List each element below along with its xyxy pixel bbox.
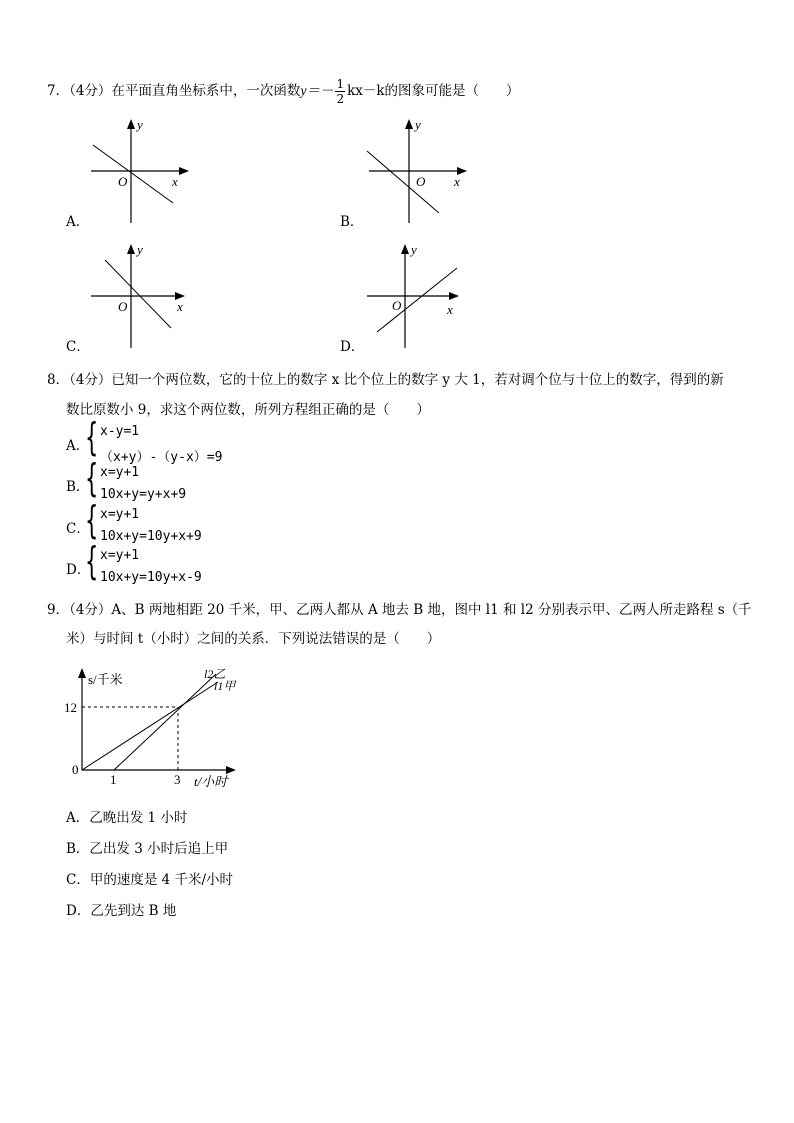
q8-option-b-label: B． [66,479,90,495]
q8-option-b-eq2: 10x+y=y+x+9 [100,487,187,502]
q9-option-c: C．甲的速度是 4 千米/小时 [66,872,234,888]
q9-option-d: D．乙先到达 B 地 [66,903,177,919]
q7c-x-label: x [177,299,183,314]
q8-option-c-brace: { [85,498,99,542]
q7-option-c-label: C． [66,339,90,355]
q8-option-d-eq1: x=y+1 [100,548,140,563]
q7-y-eq: y＝－ [300,83,334,98]
q7-frac-num: 1 [336,77,345,91]
q7c-y-label: y [137,242,143,257]
q8-option-a-eq1: x-y=1 [100,424,140,439]
q8-option-a-eq2: （x+y）-（y-x）=9 [100,450,223,465]
q9-l2-label: l2乙 [204,667,226,681]
q8-stem-line1: 8．（4分）已知一个两位数，它的十位上的数字 x 比个位上的数字 y 大 1，若对调个位与十位上的数字，得到的新 [47,372,724,388]
q7a-origin: O [118,174,128,189]
q9-option-b: B．乙出发 3 小时后追上甲 [66,841,229,857]
q7d-y-label: y [411,242,417,257]
q9-y-tick-12: 12 [64,700,77,715]
q9-graph [60,650,250,790]
q7-option-d-label: D． [340,339,365,355]
q7d-x-label: x [447,302,453,317]
q7-graph-b [363,115,473,225]
q9-x-tick-3: 3 [174,772,181,787]
q7d-origin: O [392,298,402,313]
q9-x-axis-label: t/小时 [194,774,228,789]
q8-option-c-eq2: 10x+y=10y+x+9 [100,529,202,544]
q7-fraction [335,78,345,105]
q8-option-a-label: A． [66,438,90,454]
q7-frac-den: 2 [336,92,345,106]
q9-l1-label: l1甲 [214,679,236,693]
q7b-y-label: y [415,117,421,132]
q7-graph-d [363,240,473,350]
q8-option-d-brace: { [85,539,99,583]
q7-stem-pre: 7．（4分）在平面直角坐标系中，一次函数 [47,83,301,99]
q7-graph-c [85,240,195,350]
q9-origin: 0 [72,762,79,777]
q7-stem-post: kx－k的图象可能是（ ） [347,83,520,99]
q9-stem-line2: 米）与时间 t（小时）之间的关系．下列说法错误的是（ ） [66,631,441,647]
q8-option-b-eq1: x=y+1 [100,465,140,480]
q8-option-d-label: D． [66,562,91,578]
q7b-x-label: x [454,174,460,189]
q8-option-a-brace: { [85,415,99,459]
q8-option-c-label: C． [66,521,90,537]
q9-y-axis-label: s/千米 [88,672,123,687]
q7c-origin: O [118,299,128,314]
q9-x-tick-1: 1 [110,772,117,787]
q7-option-b-label: B． [340,214,364,230]
q9-stem-line1: 9．（4分）A、B 两地相距 20 千米，甲、乙两人都从 A 地去 B 地，图中 l1 和 l2 分别表示甲、乙两人所走路程 s（千 [47,602,752,618]
q8-option-b-brace: { [85,456,99,500]
q7a-y-label: y [137,117,143,132]
q7b-origin: O [416,174,426,189]
q8-option-c-eq1: x=y+1 [100,507,140,522]
q7a-x-label: x [172,174,178,189]
q8-stem-line2: 数比原数小 9，求这个两位数，所列方程组正确的是（ ） [66,402,430,418]
q7-graph-a [85,115,195,225]
q8-option-d-eq2: 10x+y=10y+x-9 [100,570,202,585]
q7-option-a-label: A． [66,214,90,230]
q7-stem [47,78,520,105]
q9-option-a: A．乙晚出发 1 小时 [66,810,188,826]
